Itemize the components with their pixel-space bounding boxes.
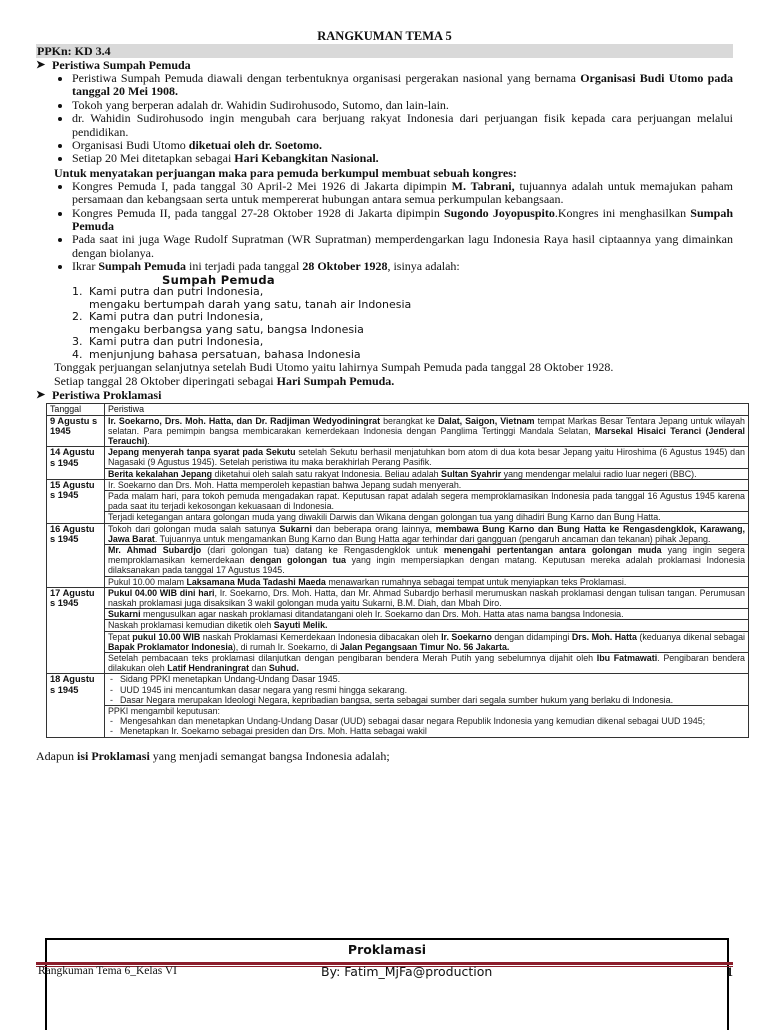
bold-text: Dalat, Saigon, Vietnam bbox=[437, 415, 535, 426]
text-run: , Ir. Soekarno, Drs. Moh. Hatta, dan Mr. Ahmad Subardjo berhasil merumuskan naskah proklamasi dengan tulisan tangan. Perumusan naskah proklamasi juga disaksikan 3 wakil golongan muda yaitu Sukarni, B.M. Diah, dan Mbah Diro. bbox=[108, 587, 745, 609]
text-run: yang mendengar melalui radio luar negeri (BBC). bbox=[501, 468, 697, 479]
text-run: yang ingin segera memproklamasikan kemerdekaan bbox=[108, 545, 745, 566]
line-text: menjunjung bahasa persatuan, bahasa Indonesia bbox=[89, 347, 361, 361]
bold-text: Sultan Syahrir bbox=[441, 468, 502, 479]
list-item bbox=[72, 207, 733, 234]
table-row bbox=[47, 491, 749, 512]
list-item bbox=[72, 180, 733, 207]
event-cell bbox=[105, 706, 749, 738]
bold-text: Hari Sumpah Pemuda. bbox=[276, 373, 395, 388]
section-title: Peristiwa Sumpah Pemuda bbox=[52, 58, 191, 72]
text-run: Setiap 20 Mei ditetapkan sebagai bbox=[72, 151, 235, 166]
date-cell: 9 Agustu s 1945 bbox=[47, 415, 105, 447]
table-row bbox=[47, 523, 749, 544]
bold-text: Drs. Moh. Hatta bbox=[571, 631, 637, 642]
table-row bbox=[47, 447, 749, 468]
text-run: setelah Sekutu berhasil menjatuhkan bom atom di dua kota besar Jepang yaitu Hiroshima (6 Agustus 1945) dan Nagasaki (9 Agustus 1945). Setelah peristiwa itu maka berakhirlah Perang Pasifik. bbox=[108, 447, 745, 468]
date-cell: 15 Agustu s 1945 bbox=[47, 479, 105, 523]
text-run: Ir. Soekarno dan Drs. Moh. Hatta memperoleh kepastian bahwa Jepang sudah menyerah. bbox=[108, 479, 462, 490]
bold-text: Ibu Fatmawati bbox=[596, 653, 658, 664]
table-row bbox=[47, 479, 749, 490]
bold-text: Ir. Soekarno, Drs. Moh. Hatta, dan Dr. Radjiman Wedyodiningrat bbox=[108, 415, 381, 426]
text-run: yang ingin mempersiapkan dengan matang. Keputusan mereka adalah proklamasi Indonesia dilaksanakan pada tanggal 17 Agustus 1945. bbox=[108, 555, 746, 576]
section-heading-sumpah-pemuda bbox=[36, 58, 733, 72]
text-run: ), di rumah Ir. Soekarno, di bbox=[232, 641, 340, 652]
line-number: 1. bbox=[72, 285, 83, 299]
event-list bbox=[108, 674, 745, 705]
document-page bbox=[36, 28, 746, 763]
text-run: Pukul 10.00 malam bbox=[108, 576, 187, 587]
text-run: Setiap tanggal 28 Oktober diperingati sebagai bbox=[54, 373, 277, 388]
list-item bbox=[72, 139, 733, 152]
text-run: dr. Wahidin Sudirohusodo ingin mengubah cara berjuang rakyat Indonesia dari perjuangan fisik kepada cara perjuangan melalui pendidikan. bbox=[72, 111, 733, 139]
bold-text: Sumpah Pemuda bbox=[98, 259, 187, 274]
text-run: Naskah proklamasi kemudian diketik oleh bbox=[108, 620, 274, 631]
table-row bbox=[47, 653, 749, 674]
bold-text: Laksamana Muda Tadashi Maeda bbox=[186, 576, 326, 587]
text-run: Organisasi Budi Utomo bbox=[72, 138, 189, 153]
list-item bbox=[72, 233, 733, 260]
event-cell bbox=[105, 609, 749, 620]
date-cell: 16 Agustu s 1945 bbox=[47, 523, 105, 587]
bold-text: Latif Hendraningrat bbox=[167, 663, 250, 674]
table-row bbox=[47, 631, 749, 652]
bold-text: Berita kekalahan Jepang bbox=[108, 468, 213, 479]
bold-text: Jalan Pegangsaan Timur No. 56 Jakarta. bbox=[339, 641, 510, 652]
bold-text: Pukul 04.00 WIB dini hari bbox=[108, 587, 215, 598]
sumpah-line bbox=[72, 311, 733, 324]
text-run: . Tujuannya untuk mengamankan Bung Karno dan Bung Hatta agar terhindar dari gangguan (pengaruh ancaman dan tekanan) pihak Jepang. bbox=[154, 533, 711, 544]
line-text: mengaku bertumpah darah yang satu, tanah air Indonesia bbox=[89, 297, 412, 311]
list-item bbox=[72, 152, 733, 165]
section-title: Peristiwa Proklamasi bbox=[52, 388, 162, 403]
event-cell bbox=[105, 491, 749, 512]
proklamasi-table bbox=[46, 403, 749, 737]
table-row bbox=[47, 415, 749, 447]
text-run: naskah Proklamasi Kemerdekaan Indonesia dibacakan oleh bbox=[200, 631, 442, 642]
text-run: (keduanya dikenal sebagai bbox=[636, 631, 746, 642]
line-text: mengaku berbangsa yang satu, bangsa Indonesia bbox=[89, 322, 364, 336]
text-run: . bbox=[147, 435, 150, 446]
proklamasi-box-title: Proklamasi bbox=[347, 942, 427, 957]
line-number: 3. bbox=[72, 335, 83, 349]
event-cell bbox=[105, 576, 749, 587]
column-header-peristiwa: Peristiwa bbox=[105, 404, 749, 415]
text-run: Kongres Pemuda I, pada tanggal 30 April-2 Mei 1926 di Jakarta dipimpin bbox=[72, 178, 452, 193]
sumpah-line bbox=[72, 336, 733, 349]
text-run: Ikrar bbox=[72, 259, 99, 274]
kongres-heading: Untuk menyatakan perjuangan maka para pemuda berkumpul membuat sebuah kongres: bbox=[54, 165, 517, 180]
line-text: Kami putra dan putri Indonesia, bbox=[89, 285, 264, 299]
page-number: 1 bbox=[726, 965, 733, 979]
event-cell bbox=[105, 415, 749, 447]
table-header-row bbox=[47, 404, 749, 415]
text-run: mengusulkan agar naskah proklamasi ditandatangani oleh Ir. Soekarno dan Drs. Moh. Hatta atas nama bangsa Indonesia. bbox=[140, 609, 624, 620]
table-row bbox=[47, 576, 749, 587]
text-run: dan bbox=[249, 663, 269, 674]
table-row bbox=[47, 512, 749, 523]
text-run: (dari golongan tua) datang ke Rengasdengklok untuk bbox=[201, 545, 444, 556]
event-list-item: - Mengesahkan dan menetapkan Undang-Undang Dasar (UUD) sebagai dasar negara Republik Indonesia yang kemudian dikenal sebagai UUD 1945; bbox=[120, 716, 745, 726]
paragraph-tonggak: Tonggak perjuangan selanjutnya setelah Budi Utomo yaitu lahirnya Sumpah Pemuda pada tanggal 28 Oktober 1928. bbox=[54, 360, 614, 375]
table-row bbox=[47, 706, 749, 738]
event-list-item: - Sidang PPKI menetapkan Undang-Undang Dasar 1945. bbox=[120, 674, 745, 684]
event-cell bbox=[105, 468, 749, 479]
text-run: , isinya adalah: bbox=[387, 259, 460, 274]
text-run: Pada malam hari, para tokoh pemuda mengadakan rapat. Keputusan rapat adalah segera memproklamasikan Indonesia pada tanggal 16 Agustus 1945 karena pada saat itu terjadi kekosongan kekuasaan di Indonesia. bbox=[108, 491, 745, 512]
text-run: . Pengibaran bendera dilakukan oleh bbox=[108, 653, 745, 674]
table-row bbox=[47, 609, 749, 620]
paragraph-hari-sumpah-pemuda bbox=[36, 375, 733, 389]
list-item bbox=[72, 260, 733, 273]
arrow-bullet-icon: ➤ bbox=[36, 389, 46, 402]
sumpah-line bbox=[72, 286, 733, 299]
bold-text: menengahi pertentangan antara golongan muda bbox=[443, 545, 662, 556]
table-row bbox=[47, 545, 749, 577]
text-run: yang menjadi semangat bangsa Indonesia adalah; bbox=[149, 748, 390, 763]
line-text: Kami putra dan putri Indonesia, bbox=[89, 335, 264, 349]
text-run: diketahui oleh salah satu rakyat Indonesia. Beliau adalah bbox=[212, 468, 442, 479]
event-list-item: - UUD 1945 ini mencantumkan dasar negara yang resmi hingga sekarang. bbox=[120, 685, 745, 695]
text-run: tujuannya adalah untuk memajukan paham persamaan dan kebangsaan serta untuk mempererat hubungan antara semua perkumpulan kebangsaan. bbox=[72, 178, 733, 207]
table-row bbox=[47, 468, 749, 479]
page-footer bbox=[36, 965, 733, 981]
bold-text: dengan golongan tua bbox=[249, 555, 346, 566]
date-cell: 18 Agustu s 1945 bbox=[47, 674, 105, 737]
text-run: ini terjadi pada tanggal bbox=[186, 259, 303, 274]
bold-text: Sukarni bbox=[279, 523, 312, 534]
line-text: Kami putra dan putri Indonesia, bbox=[89, 310, 264, 324]
event-cell bbox=[105, 479, 749, 490]
bold-text: Organisasi Budi Utomo pada tanggal 20 Mei 1908. bbox=[72, 71, 733, 99]
bold-text: isi Proklamasi bbox=[77, 748, 150, 763]
text-run: Adapun bbox=[36, 748, 77, 763]
line-number: 4. bbox=[72, 347, 83, 361]
event-list-item: - Menetapkan Ir. Soekarno sebagai presiden dan Drs. Moh. Hatta sebagai wakil bbox=[120, 726, 745, 736]
footer-left-text: Rangkuman Tema 6_Kelas VI bbox=[38, 965, 177, 977]
bold-text: Sumpah Pemuda bbox=[72, 205, 733, 234]
bold-text: Mr. Ahmad Subardjo bbox=[108, 545, 202, 556]
event-cell bbox=[105, 523, 749, 544]
bullet-list-kongres bbox=[36, 180, 733, 274]
text-run: Tepat bbox=[108, 631, 133, 642]
text-run: .Kongres ini menghasilkan bbox=[554, 205, 691, 220]
event-cell bbox=[105, 587, 749, 608]
table-row bbox=[47, 674, 749, 706]
bold-text: Hari Kebangkitan Nasional. bbox=[234, 151, 379, 166]
event-cell bbox=[105, 631, 749, 652]
list-item bbox=[72, 112, 733, 139]
bold-text: membawa Bung Karno dan Bung Hatta ke Rengasdengklok, Karawang, Jawa Barat bbox=[108, 523, 745, 544]
list-item bbox=[72, 72, 733, 99]
text-run: Pada saat ini juga Wage Rudolf Supratman (WR Supratman) memperdengarkan lagu Indonesia Raya hasil ciptaannya yang dimainkan dengan biolanya. bbox=[72, 232, 733, 260]
event-cell bbox=[105, 653, 749, 674]
bold-text: Sukarni bbox=[108, 609, 141, 620]
bold-text: Ir. Soekarno bbox=[441, 631, 492, 642]
table-row bbox=[47, 620, 749, 631]
event-intro: PPKI mengambil keputusan: bbox=[108, 706, 220, 717]
text-run: tempat Markas Besar Tentara Jepang untuk wilayah selatan. Para pemimpin bangsa membicarakan kemerdekaan Indonesia dengan Panglima Tertinggi Mandala Selatan, bbox=[108, 415, 745, 436]
text-run: Setelah pembacaan teks proklamasi dilanjutkan dengan pengibaran bendera Merah Putih yang sebelumnya dijahit oleh bbox=[108, 653, 597, 664]
bold-text: M. Tabrani, bbox=[451, 178, 515, 193]
sumpah-pemuda-title: Sumpah Pemuda bbox=[162, 272, 275, 287]
sumpah-pemuda-list bbox=[36, 286, 733, 361]
column-header-tanggal: Tanggal bbox=[47, 404, 105, 415]
paragraph-isi-proklamasi bbox=[36, 749, 733, 763]
list-item bbox=[72, 99, 733, 112]
bold-text: diketuai oleh dr. Soetomo. bbox=[188, 138, 323, 153]
page-title: RANGKUMAN TEMA 5 bbox=[317, 29, 452, 43]
text-run: Terjadi ketegangan antara golongan muda yang diwakili Darwis dan Wikana dengan golongan tua yang dihadiri Bung Karno dan Bung Hatta. bbox=[108, 512, 661, 523]
date-cell: 14 Agustu s 1945 bbox=[47, 447, 105, 480]
arrow-bullet-icon: ➤ bbox=[36, 59, 46, 71]
text-run: dan beberapa orang lainnya, bbox=[311, 523, 436, 534]
line-number: 2. bbox=[72, 310, 83, 324]
bold-text: Sugondo Joyopuspito bbox=[443, 205, 555, 220]
kd-heading: PPKn: KD 3.4 bbox=[36, 44, 733, 58]
bold-text: Marsekal Hisaici Teranci (Jenderal Terauchi) bbox=[108, 425, 746, 446]
event-cell bbox=[105, 620, 749, 631]
bold-text: pukul 10.00 WIB bbox=[132, 631, 201, 642]
text-run: Tokoh yang berperan adalah dr. Wahidin Sudirohusodo, Sutomo, dan lain-lain. bbox=[72, 97, 449, 112]
table-row bbox=[47, 587, 749, 608]
text-run: Tokoh dari golongan muda salah satunya bbox=[108, 523, 280, 534]
footer-author-text: By: Fatim_MjFa@production bbox=[321, 964, 493, 979]
text-run: dengan didampingi bbox=[491, 631, 572, 642]
bold-text: Bapak Proklamator Indonesia bbox=[108, 641, 233, 652]
text-run: Peristiwa Sumpah Pemuda diawali dengan terbentuknya organisasi pergerakan nasional yang bernama bbox=[72, 71, 581, 85]
text-run: menawarkan rumahnya sebagai tempat untuk menyiapkan teks Proklamasi. bbox=[325, 576, 627, 587]
text-run: berangkat ke bbox=[380, 415, 438, 426]
bold-text: 28 Oktober 1928 bbox=[302, 259, 388, 274]
bold-text: Suhud. bbox=[268, 663, 299, 674]
section-heading-proklamasi bbox=[36, 388, 733, 402]
event-cell bbox=[105, 674, 749, 706]
text-run: Kongres Pemuda II, pada tanggal 27-28 Oktober 1928 di Jakarta dipimpin bbox=[72, 205, 444, 220]
event-list bbox=[108, 716, 745, 736]
bullet-list-budi-utomo bbox=[36, 72, 733, 166]
date-cell: 17 Agustu s 1945 bbox=[47, 587, 105, 674]
event-cell bbox=[105, 512, 749, 523]
bold-text: Sayuti Melik. bbox=[273, 620, 328, 631]
bold-text: Jepang menyerah tanpa syarat pada Sekutu bbox=[108, 447, 296, 458]
event-cell bbox=[105, 545, 749, 577]
event-cell bbox=[105, 447, 749, 468]
event-list-item: - Dasar Negara merupakan Ideologi Negara, kepribadian bangsa, serta sebagai sumber dari segala sumber hukum yang berlaku di Indonesia. bbox=[120, 695, 745, 705]
proklamasi-box bbox=[45, 938, 729, 1030]
